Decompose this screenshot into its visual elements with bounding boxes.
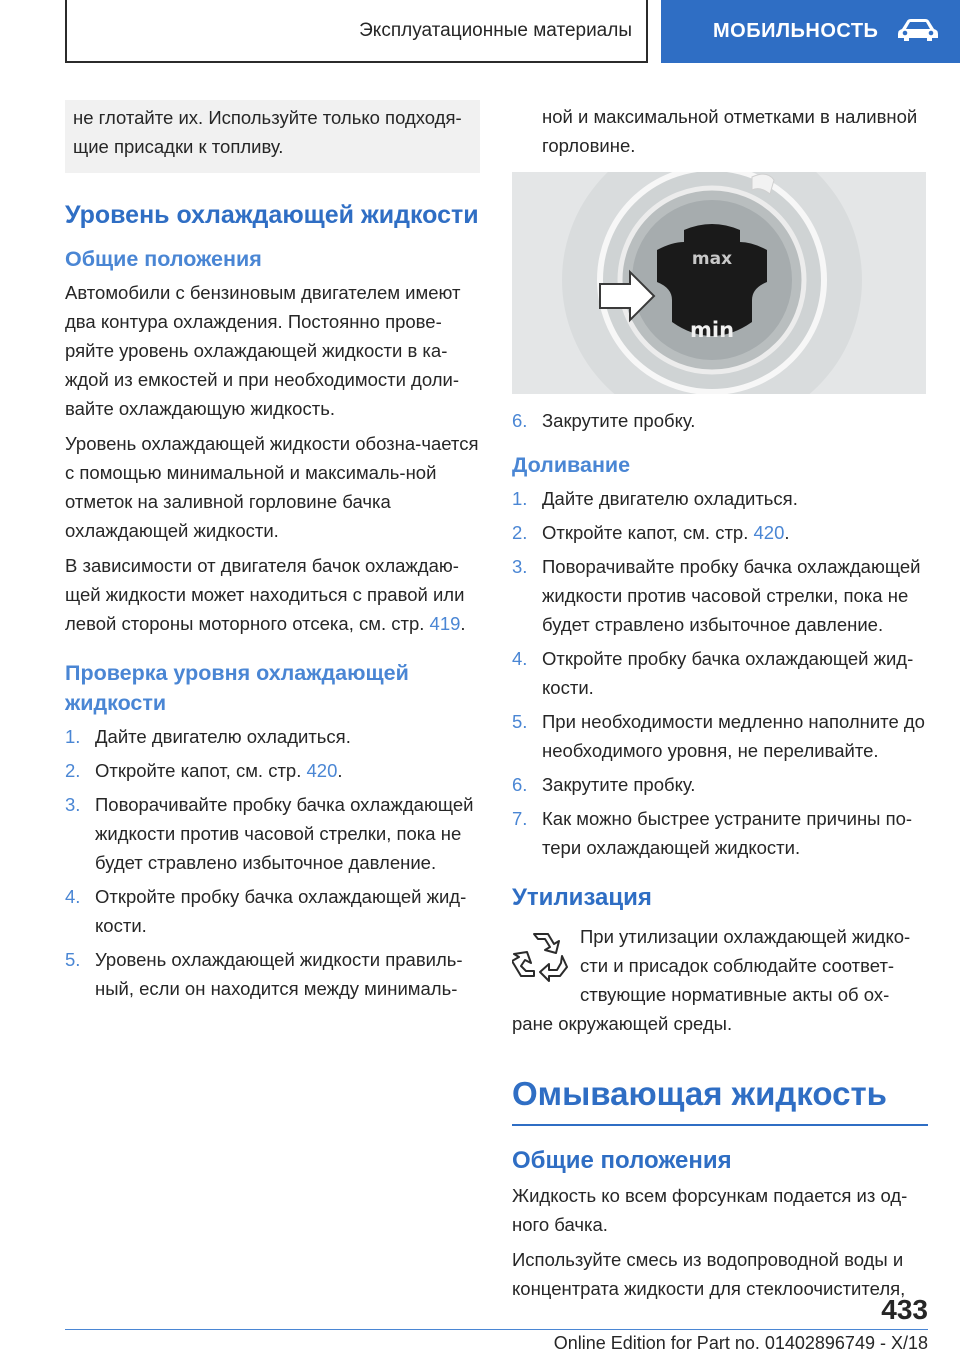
step-text: Как можно быстрее устраните причины по-тери охлаждающей жидкости. xyxy=(542,808,913,858)
footer-edition: Online Edition for Part no. 01402896749 - X/18 xyxy=(553,1333,928,1353)
disposal-text-b: ране окружающей среды. xyxy=(512,1013,733,1034)
step-number: 2. xyxy=(512,522,528,543)
list-item xyxy=(512,770,928,799)
disposal-text-a: При утилизации охлаждающей жидко-сти и присадок соблюдайте соответ-ствующие нормативные акты об ох- xyxy=(580,926,911,1005)
step-number: 3. xyxy=(512,556,528,577)
step-number: 5. xyxy=(512,711,528,732)
step-number: 3. xyxy=(65,794,81,815)
general-paragraph-2: Уровень охлаждающей жидкости обозна-чается с помощью минимальной и максималь-ной отметок на заливной горловине бачка охлаждающей жидкости. xyxy=(65,433,479,541)
section-divider xyxy=(512,1124,928,1126)
step-number: 4. xyxy=(65,886,81,907)
filler-neck-illustration xyxy=(512,172,926,394)
step-text: Поворачивайте пробку бачка охлаждающей жидкости против часовой стрелки, пока не будет стравлено избыточное давление. xyxy=(95,794,474,873)
step-number: 7. xyxy=(512,808,528,829)
step-number: 6. xyxy=(512,774,528,795)
step-number: 1. xyxy=(65,726,81,747)
step-number: 6. xyxy=(512,410,528,431)
footer-divider xyxy=(65,1329,928,1330)
general-paragraph-3 xyxy=(65,551,480,638)
step-text: Поворачивайте пробку бачка охлаждающей жидкости против часовой стрелки, пока не будет стравлено избыточное давление. xyxy=(542,556,921,635)
page-link-420[interactable]: 420 xyxy=(306,760,338,781)
header-chapter-label: МОБИЛЬНОСТЬ xyxy=(713,20,879,42)
general-paragraph-1: Автомобили с бензиновым двигателем имеют два контура охлаждения. Постоянно прове-ряйте уровень охлаждающей жидкости в ка-ждой из емкостей и при необходимости доли-вайте охлаждающую жидкость. xyxy=(65,282,461,419)
step-5-continuation: ной и максимальной отметками в наливной горловине. xyxy=(542,106,918,156)
min-mark-label: min xyxy=(689,318,735,342)
step-text: Откройте пробку бачка охлаждающей жид-кости. xyxy=(95,886,467,936)
topup-steps-list xyxy=(512,484,928,862)
section-title-washer-fluid: Омывающая жидкость xyxy=(512,1075,887,1112)
subheading-general: Общие положения xyxy=(65,247,262,271)
step-text: Дайте двигателю охладиться. xyxy=(95,726,351,747)
step-number: 2. xyxy=(65,760,81,781)
section-title-coolant: Уровень охлаждающей жидкости xyxy=(65,201,479,229)
disposal-note xyxy=(512,922,928,1015)
list-item xyxy=(512,644,928,702)
subheading-disposal: Утилизация xyxy=(512,884,652,911)
car-icon xyxy=(896,16,940,48)
list-item xyxy=(512,484,928,513)
step-text: Откройте капот, см. стр. xyxy=(95,760,307,781)
header-section-label: Эксплуатационные материалы xyxy=(359,19,632,41)
left-column xyxy=(65,100,480,1008)
step-text: Дайте двигателю охладиться. xyxy=(542,488,798,509)
list-item xyxy=(65,722,480,751)
max-mark-label: max xyxy=(691,249,733,269)
subheading-topup: Доливание xyxy=(512,453,631,477)
step-number: 4. xyxy=(512,648,528,669)
step-number: 1. xyxy=(512,488,528,509)
list-item xyxy=(65,790,480,877)
step-text-end: . xyxy=(337,760,343,781)
step-6-list xyxy=(512,406,928,435)
step-text: Закрутите пробку. xyxy=(542,774,696,795)
washer-paragraph-1: Жидкость ко всем форсункам подается из од-ного бачка. xyxy=(512,1185,908,1235)
step-text: Уровень охлаждающей жидкости правиль-ный, если он находится между минималь- xyxy=(95,949,463,999)
list-item xyxy=(512,552,928,639)
step-text-end: . xyxy=(784,522,790,543)
list-item xyxy=(512,518,928,547)
check-steps-list xyxy=(65,722,480,1003)
header-section-tab xyxy=(65,0,648,63)
list-item xyxy=(65,945,480,1003)
recycle-icon xyxy=(512,926,570,984)
washer-paragraph-2: Используйте смесь из водопроводной воды и концентрата жидкости для стеклоочистителя, xyxy=(512,1249,906,1299)
step-text: Закрутите пробку. xyxy=(542,410,696,431)
step-number: 5. xyxy=(65,949,81,970)
list-item xyxy=(512,406,928,435)
page-number: 433 xyxy=(881,1294,928,1325)
step-text: Откройте пробку бачка охлаждающей жид-кости. xyxy=(542,648,914,698)
coolant-filler-neck-image xyxy=(512,172,926,394)
subheading-washer-general: Общие положения xyxy=(512,1147,732,1174)
step-text: Откройте капот, см. стр. xyxy=(542,522,754,543)
list-item xyxy=(65,882,480,940)
page-link-419[interactable]: 419 xyxy=(429,613,461,634)
warning-note-continuation: не глотайте их. Используйте только подходя-щие присадки к топливу. xyxy=(65,100,480,173)
step-text: При необходимости медленно наполните до необходимого уровня, не переливайте. xyxy=(542,711,925,761)
right-column xyxy=(512,102,928,1309)
list-item xyxy=(512,804,928,862)
general-paragraph-3-end: . xyxy=(460,613,466,634)
list-item xyxy=(512,707,928,765)
subheading-check-level: Проверка уровня охлаждающей жидкости xyxy=(65,661,409,715)
general-paragraph-3-text: В зависимости от двигателя бачок охлаждаю-щей жидкости может находиться с правой или левой стороны моторного отсека, см. стр. xyxy=(65,555,465,634)
header-chapter-tab xyxy=(661,0,960,63)
list-item xyxy=(65,756,480,785)
page-link-420[interactable]: 420 xyxy=(753,522,785,543)
